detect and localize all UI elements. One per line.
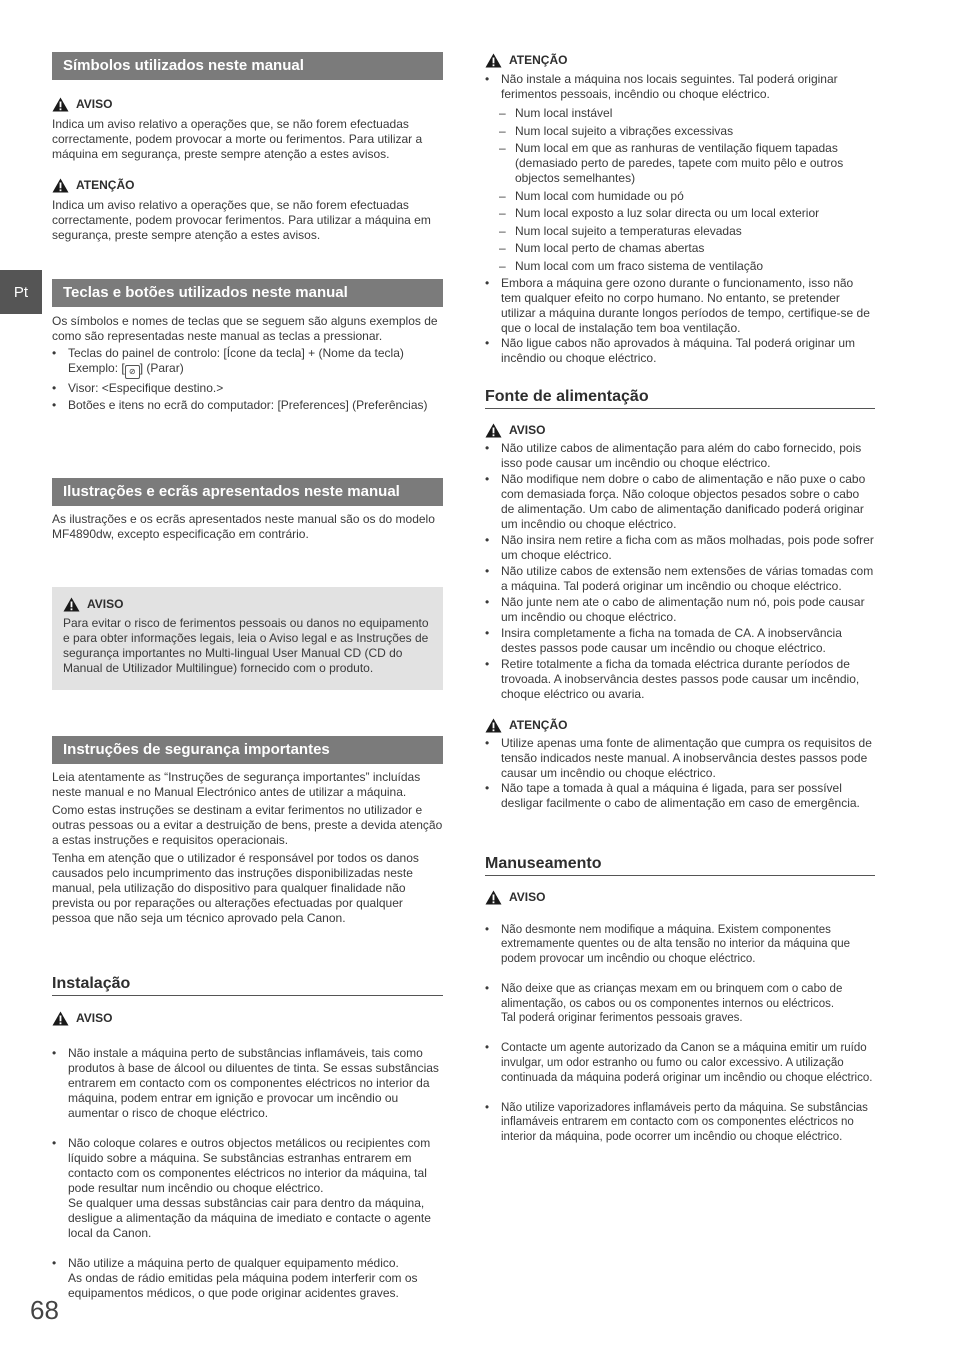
- power-aviso-heading: [485, 423, 875, 438]
- list-item: • Utilize apenas uma fonte de alimentação que cumpra os requisitos de tensão indicados neste manual. A inobservância destes passos pode causar um incêndio ou choque eléctrico.: [485, 736, 875, 781]
- list-item: • Não utilize cabos de alimentação para além do cabo fornecido, pois isso pode causar um incêndio ou choque eléctrico.: [485, 441, 875, 471]
- list-item: • Insira completamente a ficha na tomada de CA. A inobservância destes passos pode causar um incêndio ou choque eléctrico.: [485, 626, 875, 656]
- section-title-installation: Instalação: [52, 976, 443, 996]
- keys-intro: Os símbolos e nomes de teclas que se seguem são alguns exemplos de como são representadas neste manual as teclas a pressionar.: [52, 314, 438, 343]
- keys-list: [52, 346, 443, 413]
- list-item: – Num local em que as ranhuras de ventilação fiquem tapadas (demasiado perto de paredes, tapete com muito pêlo e outros objectos semelhantes): [485, 141, 875, 186]
- list-item: • Não utilize cabos de extensão nem extensões de várias tomadas com a máquina. Tal poderá originar um incêndio ou choque eléctrico.: [485, 564, 875, 594]
- list-item: • Não modifique nem dobre o cabo de alimentação e não puxe o cabo com demasiada força. Não coloque objectos pesados sobre o cabo de alimentação. Um cabo de alimentação danificado poderá originar um incêndio ou choque eléctrico.: [485, 472, 875, 532]
- keys-panel-text: Teclas do painel de controlo: [Ícone da tecla] + (Nome da tecla): [68, 346, 404, 360]
- handling-list: [485, 908, 875, 1160]
- list-item: – Num local exposto a luz solar directa ou um local exterior: [485, 206, 875, 221]
- section-safety: [52, 736, 443, 926]
- safety-p1: Leia atentamente as “Instruções de segurança importantes” incluídas neste manual e no Manual Electrónico antes de utilizar a máquina.: [52, 770, 421, 799]
- list-item: – Num local sujeito a temperaturas elevadas: [485, 224, 875, 239]
- section-installation-continued: [485, 53, 875, 366]
- keys-example-post: ] (Parar): [139, 361, 184, 375]
- list-item: – Num local perto de chamas abertas: [485, 241, 875, 256]
- list-item: • Não insira nem retire a ficha com as mãos molhadas, pois pode sofrer um choque eléctrico.: [485, 533, 875, 563]
- box-text: Para evitar o risco de ferimentos pessoais ou danos no equipamento e para obter informações legais, leia o Aviso legal e as Instruções de segurança importantes no Multi-lingual User Manual CD (CD do Manual de Utilizador Multilingue) fornecido com o produto.: [63, 616, 429, 675]
- box-aviso-heading: [63, 597, 433, 612]
- installation-list: [52, 1031, 443, 1316]
- legal-notice-box: [52, 587, 443, 690]
- list-item: • Não ligue cabos não aprovados à máquina. Tal poderá originar um incêndio ou choque eléctrico.: [485, 336, 875, 366]
- warning-icon: [485, 890, 502, 905]
- warning-icon: [52, 1011, 69, 1026]
- list-item: • Contacte um agente autorizado da Canon se a máquina emitir um ruído invulgar, um odor estranho ou fumo ou calor excessivo. A utilização continuada da máquina poderá originar um incêndio ou choque eléctrico.: [485, 1041, 875, 1085]
- list-item: – Num local com humidade ou pó: [485, 189, 875, 204]
- language-tab: [0, 270, 42, 314]
- illustrations-text: As ilustrações e os ecrãs apresentados neste manual são os do modelo MF4890dw, excepto especificação em contrário.: [52, 512, 435, 541]
- power-atencao-list: [485, 736, 875, 811]
- list-item: – Num local instável: [485, 106, 875, 121]
- list-item: • Visor: <Especifique destino.>: [52, 381, 443, 396]
- power-aviso-label: AVISO: [509, 423, 546, 437]
- handling-aviso-heading: [485, 890, 875, 905]
- section-title-illustrations: Ilustrações e ecrãs apresentados neste manual: [52, 478, 443, 506]
- power-atencao-heading: [485, 718, 875, 733]
- list-item: – Num local com um fraco sistema de ventilação: [485, 259, 875, 274]
- location-list: [485, 106, 875, 274]
- atencao-description: Indica um aviso relativo a operações que, se não forem efectuadas correctamente, podem provocar ferimentos. Para utilizar a máquina em segurança, preste sempre atenção a estes avisos.: [52, 198, 431, 242]
- list-item: • Não instale a máquina perto de substâncias inflamáveis, tais como produtos à base de álcool ou diluentes de tinta. Se essas substâncias entrarem em contacto com os componentes eléctricos no interior da máquina, podem entrar em ignição e provocar um incêndio ou aumentar o risco de choque eléctrico.: [52, 1046, 443, 1121]
- atencao-label: ATENÇÃO: [76, 178, 135, 192]
- list-item: [485, 72, 875, 102]
- list-item: • Botões e itens no ecrã do computador: [Preferences] (Preferências): [52, 398, 443, 413]
- list-item: [52, 346, 443, 379]
- warning-icon: [485, 53, 502, 68]
- installation-aviso-heading: [52, 1011, 443, 1026]
- section-keys: [52, 279, 443, 413]
- warning-icon: [52, 97, 69, 112]
- section-handling: [485, 856, 875, 1160]
- section-installation: [52, 976, 443, 1316]
- language-tab-label: Pt: [13, 283, 29, 301]
- safety-p3: Tenha em atenção que o utilizador é responsável por todos os danos causados pelo incumprimento das instruções disponibilizadas neste manual, pela utilização do dispositivo para qualquer finalidade não prevista ou por reparações ou alterações efectuadas por qualquer pessoa que não seja um técnico aprovado pela Canon.: [52, 851, 419, 925]
- list-item: • Não utilize a máquina perto de qualquer equipamento médico. As ondas de rádio emitidas pela máquina podem interferir com os equipamentos médicos, o que pode originar acidentes graves.: [52, 1256, 443, 1301]
- section-title-handling: Manuseamento: [485, 856, 875, 876]
- section-title-symbols: Símbolos utilizados neste manual: [52, 52, 443, 80]
- atencao-list: [485, 72, 875, 102]
- atencao-list-2: [485, 276, 875, 366]
- page-number: 68: [30, 1295, 59, 1325]
- list-item: • Não tape a tomada à qual a máquina é ligada, para ser possível desligar facilmente o cabo de alimentação em caso de emergência.: [485, 781, 875, 811]
- aviso-description: Indica um aviso relativo a operações que, se não forem efectuadas correctamente, podem provocar a morte ou ferimentos. Para utilizar a máquina em segurança, preste sempre atenção a estes avisos.: [52, 117, 423, 161]
- power-aviso-list: [485, 441, 875, 702]
- list-item: • Embora a máquina gere ozono durante o funcionamento, isso não tem qualquer efeito no corpo humano. No entanto, se pretender utilizar a máquina durante longos períodos de tempo, certifique-se de que o local de instalação tem boa ventilação.: [485, 276, 875, 336]
- warning-icon: [52, 178, 69, 193]
- stop-key-icon: ⊘: [125, 365, 140, 379]
- atencao-heading: [52, 178, 443, 193]
- atencao-label: ATENÇÃO: [509, 53, 568, 67]
- power-atencao-label: ATENÇÃO: [509, 718, 568, 732]
- section-title-keys: Teclas e botões utilizados neste manual: [52, 279, 443, 307]
- list-item: • Retire totalmente a ficha da tomada eléctrica durante períodos de trovoada. A inobservância destes passos pode causar um incêndio, choque eléctrico ou avaria.: [485, 657, 875, 702]
- section-illustrations: [52, 478, 443, 542]
- handling-aviso-label: AVISO: [509, 890, 546, 904]
- keys-example-pre: Exemplo: [: [68, 361, 125, 375]
- aviso-heading: [52, 97, 443, 112]
- list-item: • Não deixe que as crianças mexam em ou brinquem com o cabo de alimentação, os cabos ou os componentes internos ou eléctricos. Tal poderá originar ferimentos pessoais graves.: [485, 982, 875, 1026]
- warning-icon: [485, 718, 502, 733]
- installation-aviso-label: AVISO: [76, 1011, 113, 1025]
- list-item-text: Não instale a máquina nos locais seguintes. Tal poderá originar ferimentos pessoais, incêndio ou choque eléctrico.: [501, 72, 838, 101]
- safety-p2: Como estas instruções se destinam a evitar ferimentos no utilizador e outras pessoas ou a evitar a destruição de bens, preste a devida atenção a estas instruções e requisitos operacionais.: [52, 803, 443, 847]
- list-item: • Não utilize vaporizadores inflamáveis perto da máquina. Se substâncias inflamáveis entrarem em contacto com os componentes eléctricos no interior da máquina, pode ocorrer um incêndio ou choque eléctrico.: [485, 1101, 875, 1145]
- section-title-power: Fonte de alimentação: [485, 389, 875, 409]
- section-symbols: [52, 52, 443, 243]
- list-item: • Não junte nem ate o cabo de alimentação num nó, pois pode causar um incêndio ou choque eléctrico.: [485, 595, 875, 625]
- list-item: • Não coloque colares e outros objectos metálicos ou recipientes com líquido sobre a máquina. Se substâncias estranhas entrarem em contacto com os componentes eléctricos no interior da máquina, tal pode resultar num incêndio ou choque eléctrico. Se qualquer uma dessas substâncias cair para dentro da máquina, desligue a alimentação da máquina de imediato e contacte o agente local da Canon.: [52, 1136, 443, 1241]
- warning-icon: [63, 597, 80, 612]
- box-aviso-label: AVISO: [87, 597, 124, 611]
- list-item: – Num local sujeito a vibrações excessivas: [485, 124, 875, 139]
- section-title-safety: Instruções de segurança importantes: [52, 736, 443, 764]
- aviso-label: AVISO: [76, 97, 113, 111]
- atencao-heading: [485, 53, 875, 68]
- section-power: [485, 389, 875, 811]
- warning-icon: [485, 423, 502, 438]
- list-item: • Não desmonte nem modifique a máquina. Existem componentes extremamente quentes ou de alta tensão no interior da máquina que podem provocar um incêndio ou choque eléctrico.: [485, 923, 875, 967]
